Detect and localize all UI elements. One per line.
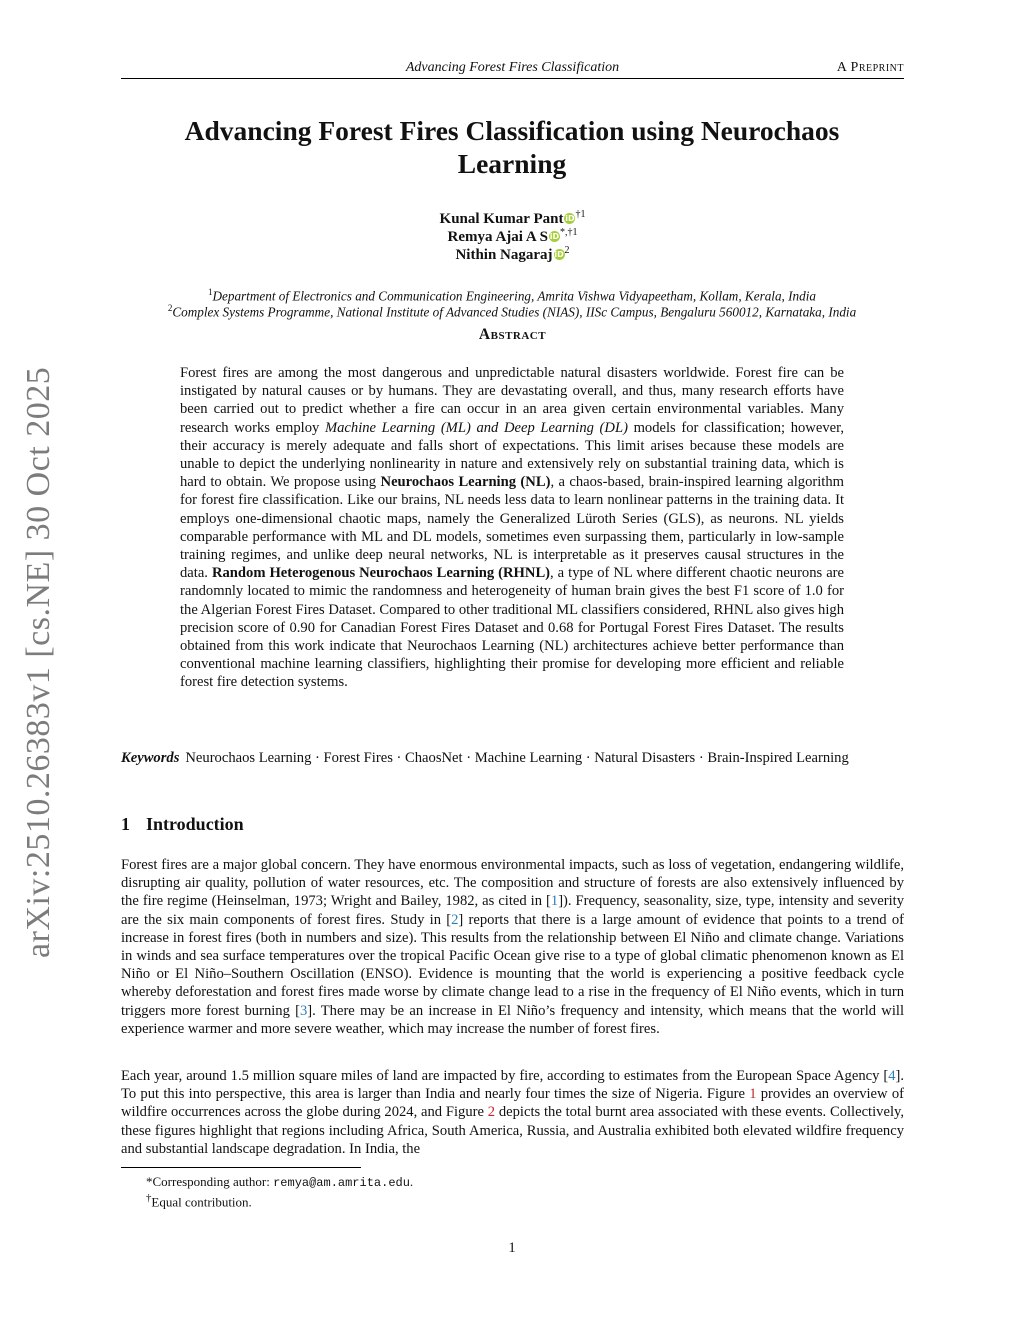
keywords-text: Neurochaos Learning · Forest Fires · ChaosNet · Machine Learning · Natural Disasters · Brain-Inspired Learning xyxy=(185,750,849,766)
affiliation-number: 2 xyxy=(167,303,173,313)
running-header xyxy=(121,58,904,79)
author-name: Nithin Nagaraj xyxy=(455,247,553,263)
keywords xyxy=(121,749,904,767)
author-marks: †1 xyxy=(575,209,586,220)
citation-link[interactable]: 2 xyxy=(451,911,459,928)
footnote-equal-contribution: †Equal contribution. xyxy=(146,1192,252,1210)
emphasis: Machine Learning (ML) and Deep Learning (DL) xyxy=(324,419,628,436)
page-number: 1 xyxy=(508,1240,516,1256)
citation-link[interactable]: 3 xyxy=(299,1002,308,1019)
affiliation-text: Department of Electronics and Communication Engineering, Amrita Vishwa Vidyapeetham, Kollam, Kerala, India xyxy=(212,288,816,304)
citation-link[interactable]: 1 xyxy=(550,893,559,910)
author-3 xyxy=(121,242,904,264)
orcid-icon[interactable]: iD xyxy=(549,232,560,241)
affiliation-2 xyxy=(100,300,924,320)
intro-paragraph-2: Each year, around 1.5 million square miles of land are impacted by fire, according to estimates from the European Space Agency [4]. To put this into perspective, this area is larger than India and nearly four times the size of Nigeria. Figure 1 provides an overview of wildfire occurrences across the globe during 2024, and Figure 2 depicts the total burnt area associated with these events. Collectively, these figures highlight that regions including Africa, South America, Russia, and Australia exhibited both elevated wildfire frequency and substantial landscape degradation. In India, the xyxy=(121,1068,904,1157)
figure-link[interactable]: 2 xyxy=(487,1104,496,1121)
preprint-tag: A Preprint xyxy=(836,60,904,75)
email-link[interactable]: remya@am.amrita.edu xyxy=(273,1176,410,1190)
author-name: Kunal Kumar Pant xyxy=(439,211,564,227)
emphasis: Random Heterogenous Neurochaos Learning (RHNL) xyxy=(211,565,551,582)
abstract-body: Forest fires are among the most dangerous and unpredictable natural disasters worldwide. Forest fire can be instigated by natural causes or by humans. They are devastating overall, and thus, many research efforts have been carried out to predict whether a fire can occur in an area given certain environmental variables. Many research works employ Machine Learning (ML) and Deep Learning (DL) models for classification; however, their accuracy is merely adequate and falls short of expectations. This limit arises because these models are unable to depict the underlying nonlinearity in nature and extensively rely on substantial training data, which is hard to obtain. We propose using Neurochaos Learning (NL), a chaos-based, brain-inspired learning algorithm for forest fire classification. Like our brains, NL needs less data to learn nonlinear patterns in the training data. It employs one-dimensional chaotic maps, namely the Generalized Lüroth Series (GLS), as neurons. NL yields comparable performance with ML and DL models, sometimes even surpassing them, particularly in low-sample training regimes, and unlike deep neural networks, NL is interpretable as it preserves causal structures in the data. Random Heterogenous Neurochaos Learning (RHNL), a type of NL where different chaotic neurons are randomnly located to mimic the randomness and heterogeneity of human brain gives the best F1 score of 1.0 for the Algerian Forest Fires Dataset. Compared to other traditional ML classifiers considered, RHNL also gives high precision score of 0.90 for Canadian Forest Fires Dataset and 0.68 for Portugal Forest Fires Dataset. The results obtained from this work indicate that Neurochaos Learning (NL) architectures achieve better performance than conventional machine learning classifiers, highlighting their promise for developing more efficient and reliable forest fire detection systems. xyxy=(180,365,845,691)
orcid-icon[interactable]: iD xyxy=(554,250,564,259)
citation-link[interactable]: 4 xyxy=(888,1068,896,1084)
paper-title: Advancing Forest Fires Classification using Neurochaos Learning xyxy=(184,115,840,179)
keywords-label: Keywords xyxy=(121,750,180,766)
section-title: Introduction xyxy=(146,814,244,834)
author-marks: 2 xyxy=(564,245,570,256)
affiliation-number: 1 xyxy=(207,287,213,297)
footnote-corresponding: *Corresponding author: remya@am.amrita.edu. xyxy=(146,1174,414,1190)
section-heading-introduction xyxy=(121,814,244,835)
author-marks: *,†1 xyxy=(559,227,578,238)
figure-link[interactable]: 1 xyxy=(749,1086,757,1103)
orcid-icon[interactable]: iD xyxy=(565,214,575,223)
running-title: Advancing Forest Fires Classification xyxy=(405,60,620,75)
emphasis: Neurochaos Learning (NL) xyxy=(380,474,551,491)
abstract-heading: Abstract xyxy=(478,326,547,343)
footnote-divider xyxy=(121,1167,361,1168)
author-name: Remya Ajai A S xyxy=(447,229,548,245)
section-number: 1 xyxy=(121,814,130,834)
intro-paragraph-1: Forest fires are a major global concern. They have enormous environmental impacts, such as loss of vegetation, endangering wildlife, disrupting air quality, pollution of water resources, etc. The composition and structure of forests are also extensively influenced by the fire regime (Heinselman, 1973; Wright and Bailey, 1982, as cited in [1]). Frequency, seasonality, size, type, intensity and severity are the six main components of forest fires. Study in [2] reports that there is a large amount of evidence that points to a trend of increase in forest fires (both in numbers and size). This results from the relationship between El Niño and climate change. Variations in winds and sea surface temperatures over the tropical Pacific Ocean give rise to a type of global climatic phenomenon known as El Niño or El Niño–Southern Oscillation (ENSO). Evidence is mounting that the world is experiencing a positive feedback cycle whereby deforestation and forest fires made worse by climate change lead to a rise in the frequency of El Niño events, which in turn triggers more forest burning [3]. There may be an increase in El Niño’s frequency and intensity, which means that the world will experience warmer and more severe weather, which may increase the number of forest fires. xyxy=(121,857,904,1037)
affiliation-text: Complex Systems Programme, National Institute of Advanced Studies (NIAS), IISc Campus, Bengaluru 560012, Karnataka, India xyxy=(172,304,857,320)
